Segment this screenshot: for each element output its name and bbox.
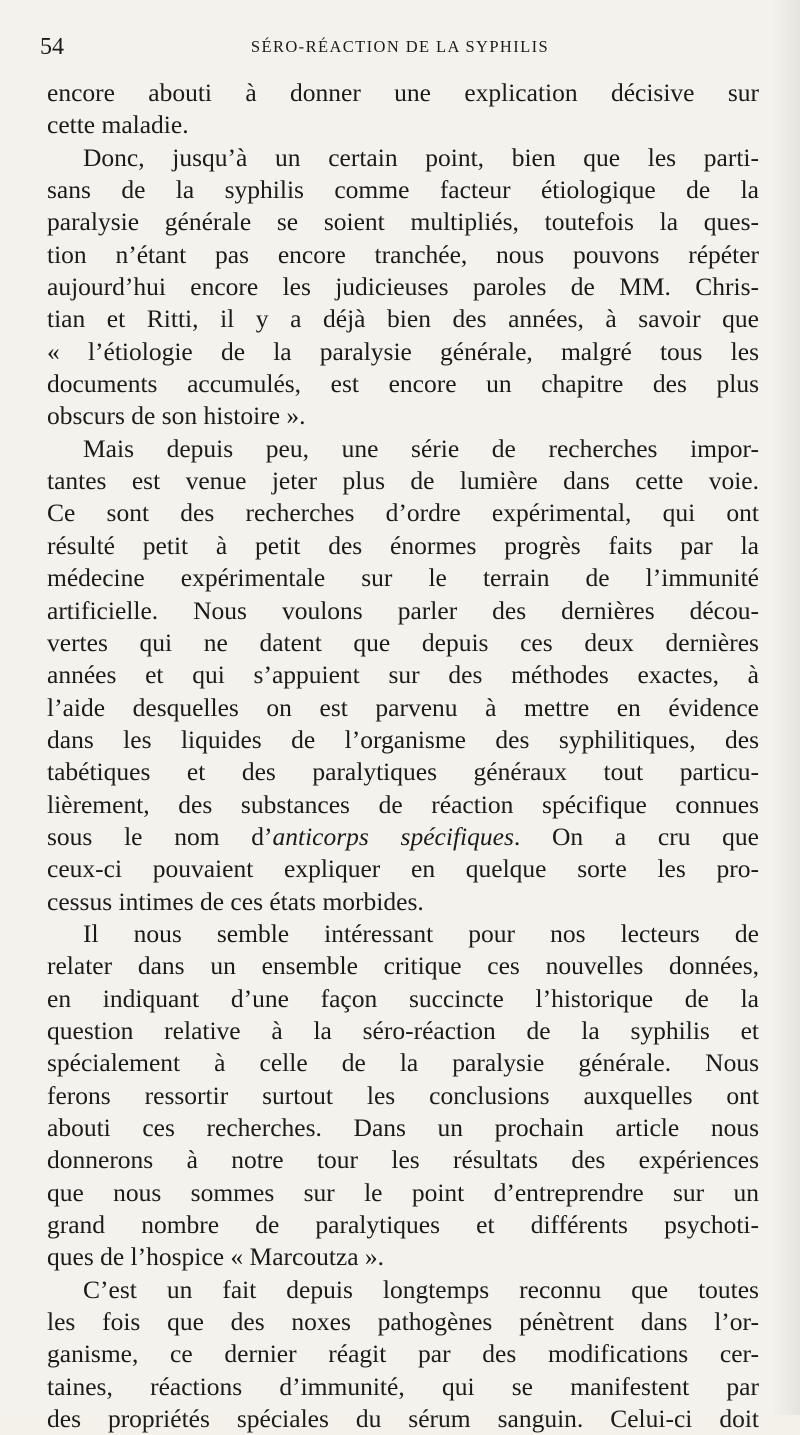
page-body bbox=[47, 77, 759, 1435]
text-segment: sous le nom d’ bbox=[47, 821, 273, 851]
text-line: en indiquant d’une façon succincte l’historique de la bbox=[47, 983, 759, 1013]
text-line: résulté petit à petit des énormes progrès faits par la bbox=[47, 530, 759, 560]
text-line: vertes qui ne datent que depuis ces deux dernières bbox=[47, 627, 759, 657]
paragraph bbox=[47, 433, 759, 918]
text-line: spécialement à celle de la paralysie générale. Nous bbox=[47, 1048, 759, 1078]
text-line: ferons ressortir surtout les conclusions auxquelles ont bbox=[47, 1080, 759, 1110]
text-segment: . On a cru que bbox=[513, 821, 760, 851]
paragraph bbox=[47, 142, 759, 433]
text-line: paralysie générale se soient multipliés, toutefois la ques- bbox=[47, 207, 759, 237]
page-number: 54 bbox=[40, 34, 64, 60]
text-line: les fois que des noxes pathogènes pénètrent dans l’or- bbox=[47, 1307, 759, 1337]
text-line: lièrement, des substances de réaction spécifique connues bbox=[47, 789, 759, 819]
text-line: relater dans un ensemble critique ces nouvelles données, bbox=[47, 951, 759, 981]
text-line: abouti ces recherches. Dans un prochain article nous bbox=[47, 1113, 759, 1142]
text-line: cessus intimes de ces états morbides. bbox=[47, 886, 424, 916]
text-line: Mais depuis peu, une série de recherches impor- bbox=[83, 433, 759, 463]
text-line: Ce sont des recherches d’ordre expérimental, qui ont bbox=[47, 498, 759, 528]
text-line: encore abouti à donner une explication décisive sur bbox=[47, 78, 759, 107]
text-line: que nous sommes sur le point d’entreprendre sur un bbox=[47, 1177, 759, 1207]
text-line: tian et Ritti, il y a déjà bien des années, à savoir que bbox=[47, 304, 759, 334]
text-line: l’aide desquelles on est parvenu à mettre en évidence bbox=[47, 692, 759, 722]
running-title: SÉRO-RÉACTION DE LA SYPHILIS bbox=[250, 37, 550, 56]
text-line: tion n’étant pas encore tranchée, nous pouvons répéter bbox=[47, 239, 759, 269]
text-line: médecine expérimentale sur le terrain de l’immunité bbox=[47, 563, 759, 593]
text-line: tabétiques et des paralytiques généraux tout particu- bbox=[47, 757, 759, 787]
text-line: cette maladie. bbox=[47, 110, 189, 140]
text-line: tantes est venue jeter plus de lumière dans cette voie. bbox=[47, 466, 759, 496]
text-line: obscurs de son histoire ». bbox=[47, 401, 306, 431]
text-line: donnerons à notre tour les résultats des expériences bbox=[47, 1145, 759, 1175]
paragraph bbox=[47, 77, 759, 142]
paragraph bbox=[47, 1274, 759, 1435]
running-head bbox=[40, 30, 760, 64]
text-line-mixed bbox=[47, 821, 759, 853]
text-line: taines, réactions d’immunité, qui se manifestent par bbox=[47, 1371, 759, 1401]
text-line: années et qui s’appuient sur des méthodes exactes, à bbox=[47, 660, 759, 690]
text-line: artificielle. Nous voulons parler des dernières décou- bbox=[47, 595, 759, 625]
text-line: documents accumulés, est encore un chapitre des plus bbox=[47, 369, 759, 399]
text-line: C’est un fait depuis longtemps reconnu que toutes bbox=[83, 1274, 759, 1304]
text-line: Donc, jusqu’à un certain point, bien que les parti- bbox=[83, 142, 759, 172]
paragraph bbox=[47, 918, 759, 1274]
text-line: « l’étiologie de la paralysie générale, malgré tous les bbox=[47, 336, 759, 366]
text-line: question relative à la séro-réaction de la syphilis et bbox=[47, 1015, 759, 1045]
text-line: des propriétés spéciales du sérum sanguin. Celui-ci doit bbox=[47, 1404, 759, 1434]
text-line: ganisme, ce dernier réagit par des modifications cer- bbox=[47, 1339, 759, 1369]
text-line: ques de l’hospice « Marcoutza ». bbox=[47, 1242, 385, 1272]
text-line: sans de la syphilis comme facteur étiologique de la bbox=[47, 175, 759, 205]
text-line: aujourd’hui encore les judicieuses paroles de MM. Chris- bbox=[47, 272, 759, 302]
text-line: Il nous semble intéressant pour nos lecteurs de bbox=[83, 918, 759, 948]
text-line: dans les liquides de l’organisme des syphilitiques, des bbox=[47, 724, 759, 754]
italic-term: anticorps spécifiques bbox=[272, 821, 514, 851]
text-line: grand nombre de paralytiques et différents psychoti- bbox=[47, 1210, 759, 1240]
text-line: ceux-ci pouvaient expliquer en quelque sorte les pro- bbox=[47, 854, 759, 884]
